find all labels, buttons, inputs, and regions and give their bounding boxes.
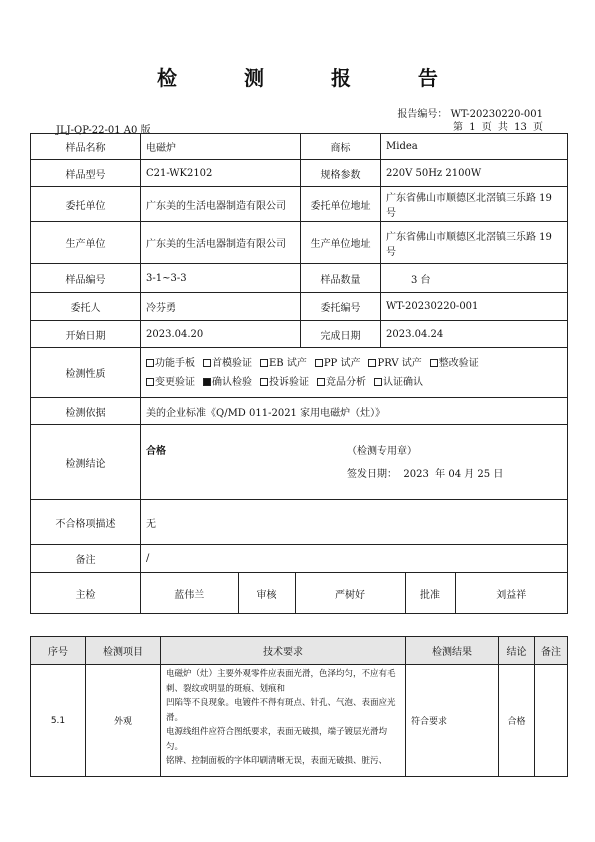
conclusion-label: 检测结论	[31, 425, 141, 500]
header-requirement: 技术要求	[161, 637, 406, 665]
header-no: 序号	[31, 637, 86, 665]
report-number: 报告编号： WT-20230220-001	[397, 109, 543, 120]
principal-label: 委托人	[31, 293, 141, 321]
end-date: 2023.04.24	[381, 321, 568, 348]
test-nature-option	[146, 354, 195, 373]
approver-label: 批准	[405, 573, 455, 613]
unchecked-box-icon	[260, 359, 268, 367]
quantity-label: 样品数量	[301, 264, 381, 293]
item-no: 5.1	[31, 665, 86, 777]
remark-label: 备注	[31, 545, 141, 573]
test-nature-option	[315, 354, 361, 373]
header-verdict: 结论	[499, 637, 535, 665]
model-label: 样品型号	[31, 160, 141, 187]
test-basis: 美的企业标准《Q/MD 011-2021 家用电磁炉（灶）》	[141, 398, 568, 425]
form-number: JLJ-QP-22-01 A0 版	[56, 125, 151, 136]
inspector-label: 主检	[31, 573, 141, 614]
test-nature-option-label: EB 试产	[269, 357, 307, 369]
approver: 刘益祥	[496, 589, 527, 601]
signature-cell	[141, 573, 568, 614]
test-nature-label: 检测性质	[31, 348, 141, 398]
commission-no: WT-20230220-001	[381, 293, 568, 321]
client-address: 广东省佛山市顺德区北滘镇三乐路 19 号	[381, 187, 568, 222]
client: 广东美的生活电器制造有限公司	[141, 187, 301, 222]
commission-no-label: 委托编号	[301, 293, 381, 321]
table-row	[31, 665, 568, 777]
unchecked-box-icon	[315, 359, 323, 367]
quantity: 3 台	[381, 264, 568, 293]
report-title: 检 测 报 告	[157, 66, 468, 90]
sample-info-table	[30, 133, 568, 614]
test-nature-option	[374, 373, 423, 392]
test-nature-option	[203, 354, 252, 373]
brand: Midea	[381, 134, 568, 160]
requirement-line: 电磁炉（灶）主要外观零件应表面光滑，色泽均匀，不应有毛刺、裂纹或明显的斑痕、划痕和	[166, 669, 396, 694]
page-number: 第 1 页 共 13 页	[453, 122, 543, 133]
header-result: 检测结果	[406, 637, 499, 665]
nonconformity-label: 不合格项描述	[31, 500, 141, 545]
test-nature-options	[141, 348, 568, 398]
remark: /	[141, 545, 568, 573]
unchecked-box-icon	[146, 378, 154, 386]
maker-address: 广东省佛山市顺德区北滘镇三乐路 19 号	[381, 222, 568, 264]
item-result: 符合要求	[406, 665, 499, 777]
test-nature-option-label: 功能手板	[155, 357, 195, 369]
requirement-line: 凹陷等不良现象。电镀件不得有斑点、针孔、气泡、表面应光滑。	[166, 698, 396, 723]
test-nature-option-label: 确认检验	[212, 376, 252, 388]
test-seal: （检测专用章）	[347, 446, 417, 457]
start-date-label: 开始日期	[31, 321, 141, 348]
test-nature-option	[260, 354, 307, 373]
test-nature-option-label: 整改验证	[438, 357, 479, 369]
test-basis-label: 检测依据	[31, 398, 141, 425]
header-remark: 备注	[535, 637, 568, 665]
start-date: 2023.04.20	[141, 321, 301, 348]
unchecked-box-icon	[374, 378, 382, 386]
nonconformity: 无	[141, 500, 568, 545]
header-item: 检测项目	[86, 637, 161, 665]
brand-label: 商标	[301, 134, 381, 160]
principal: 冷芬勇	[141, 293, 301, 321]
sample-name: 电磁炉	[141, 134, 301, 160]
requirement-line: 电源线组件应符合图纸要求，表面无破损，端子镀层光滑均匀。	[166, 727, 388, 752]
items-header-row	[31, 637, 568, 665]
test-nature-option-label: 竞品分析	[326, 376, 366, 388]
test-nature-option	[146, 373, 195, 392]
unchecked-box-icon	[317, 378, 325, 386]
item-remark	[535, 665, 568, 777]
unchecked-box-icon	[203, 359, 211, 367]
test-nature-option-label: 首模验证	[212, 357, 252, 369]
unchecked-box-icon	[260, 378, 268, 386]
inspector: 蓝伟兰	[141, 573, 238, 613]
unchecked-box-icon	[146, 359, 154, 367]
client-address-label: 委托单位地址	[301, 187, 381, 222]
test-nature-option	[203, 373, 252, 392]
test-nature-option-label: 投诉验证	[269, 376, 309, 388]
maker: 广东美的生活电器制造有限公司	[141, 222, 301, 264]
test-nature-option-label: PRV 试产	[377, 357, 422, 369]
spec: 220V 50Hz 2100W	[381, 160, 568, 187]
item-name: 外观	[86, 665, 161, 777]
item-verdict: 合格	[499, 665, 535, 777]
test-nature-option	[368, 354, 421, 373]
item-requirements	[161, 665, 406, 777]
maker-address-label: 生产单位地址	[301, 222, 381, 264]
maker-label: 生产单位	[31, 222, 141, 264]
model: C21-WK2102	[141, 160, 301, 187]
test-nature-option	[260, 373, 309, 392]
sample-name-label: 样品名称	[31, 134, 141, 160]
unchecked-box-icon	[368, 359, 376, 367]
reviewer-label: 审核	[238, 573, 295, 613]
test-nature-option	[430, 354, 479, 373]
test-nature-option-label: PP 试产	[323, 357, 361, 369]
end-date-label: 完成日期	[301, 321, 381, 348]
test-nature-option-label: 认证确认	[383, 376, 423, 388]
test-nature-option	[317, 373, 366, 392]
spec-label: 规格参数	[301, 160, 381, 187]
requirement-line: 铭牌、控制面板的字体印刷清晰无误，表面无破损、脏污、	[166, 756, 388, 766]
test-items-table	[30, 636, 568, 777]
sample-no-label: 样品编号	[31, 264, 141, 293]
conclusion: 合格	[146, 446, 166, 457]
test-nature-option-label: 变更验证	[155, 376, 195, 388]
sample-no: 3-1~3-3	[141, 264, 301, 293]
reviewer: 严树好	[295, 573, 405, 613]
checked-box-icon	[203, 378, 211, 386]
issue-date: 签发日期： 2023 年 04 月 25 日	[347, 469, 504, 480]
conclusion-cell	[141, 425, 568, 500]
client-label: 委托单位	[31, 187, 141, 222]
unchecked-box-icon	[430, 359, 438, 367]
